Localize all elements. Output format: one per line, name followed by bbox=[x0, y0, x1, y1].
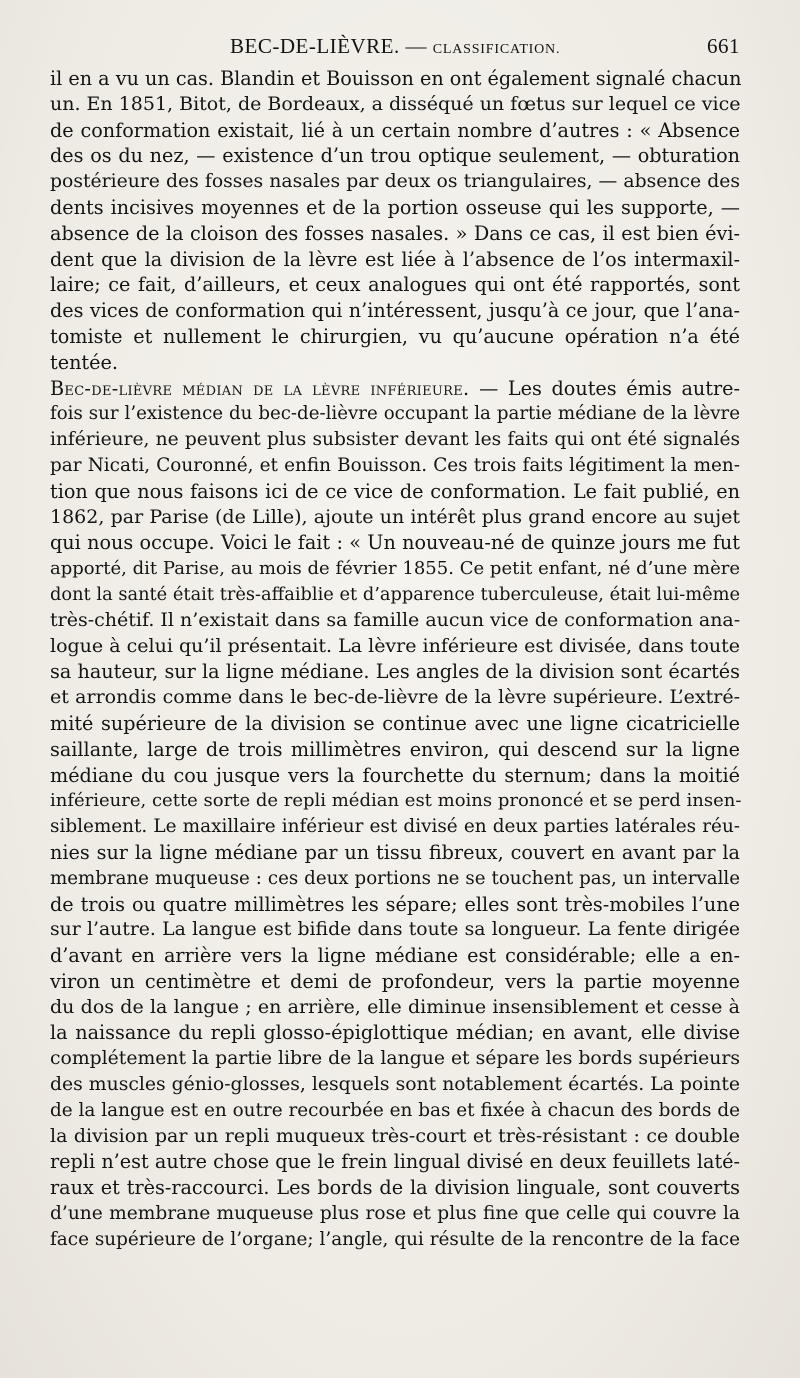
line-text: qui nous occupe. Voici le fait : « Un nouveau-né de quinze jours me fut bbox=[50, 531, 740, 555]
line-text: la division par un repli muqueux très-court et très-résistant : ce double bbox=[50, 1124, 740, 1147]
running-head-title bbox=[230, 34, 560, 59]
text-line bbox=[50, 195, 740, 221]
running-head bbox=[50, 34, 740, 60]
text-line bbox=[50, 221, 740, 247]
line-text: d’une membrane muqueuse plus rose et plus fine que celle qui couvre la bbox=[50, 1203, 740, 1225]
text-line bbox=[50, 247, 740, 273]
line-text: inférieure, cette sorte de repli médian est moins prononcé et se perd insen- bbox=[50, 790, 742, 812]
text-line bbox=[50, 556, 740, 582]
section-heading: Bec-de-lièvre médian de la lèvre inférieure. bbox=[50, 376, 470, 400]
text-line bbox=[50, 505, 740, 531]
text-line bbox=[50, 272, 740, 298]
line-text: saillante, large de trois millimètres environ, qui descend sur la ligne bbox=[50, 737, 740, 761]
line-text: un. En 1851, Bitot, de Bordeaux, a disséqué un fœtus sur lequel ce vice bbox=[50, 92, 741, 115]
line-text: d’avant en arrière vers la ligne médiane est considérable; elle a en- bbox=[50, 944, 740, 968]
text-line bbox=[50, 711, 740, 737]
text-line bbox=[50, 892, 740, 918]
line-text: nies sur la ligne médiane par un tissu fibreux, couvert en avant par la bbox=[50, 840, 740, 864]
line-text: sa hauteur, sur la ligne médiane. Les angles de la division sont écartés bbox=[50, 660, 740, 684]
line-text: mité supérieure de la division se continue avec une ligne cicatricielle bbox=[50, 711, 740, 735]
line-text: viron un centimètre et demi de profondeur, vers la partie moyenne bbox=[50, 969, 740, 993]
running-head-main: BEC-DE-LIÈVRE. — bbox=[230, 34, 433, 58]
line-text: — Les doutes émis autre- bbox=[469, 376, 740, 400]
text-line bbox=[50, 479, 740, 505]
text-line bbox=[50, 969, 740, 995]
text-line bbox=[50, 350, 740, 376]
line-text: fois sur l’existence du bec-de-lièvre occupant la partie médiane de la lèvre bbox=[50, 403, 740, 425]
text-line bbox=[50, 685, 740, 711]
text-line bbox=[50, 582, 740, 608]
line-text: raux et très-raccourci. Les bords de la division linguale, sont couverts bbox=[50, 1176, 740, 1200]
text-line bbox=[50, 169, 740, 195]
line-text: médiane du cou jusque vers la fourchette du sternum; dans la moitié bbox=[50, 763, 740, 787]
line-text: des os du nez, — existence d’un trou optique seulement, — obturation bbox=[50, 144, 740, 168]
text-line bbox=[50, 298, 740, 324]
text-line bbox=[50, 401, 740, 427]
text-line bbox=[50, 840, 740, 866]
line-text: laire; ce fait, d’ailleurs, et ceux analogues qui ont été rapportés, sont bbox=[50, 273, 740, 297]
text-line bbox=[50, 143, 740, 169]
line-text: il en a vu un cas. Blandin et Bouisson en ont également signalé chacun bbox=[50, 67, 742, 90]
text-line bbox=[50, 1072, 740, 1098]
text-line bbox=[50, 1227, 740, 1253]
line-text: par Nicati, Couronné, et enfin Bouisson. Ces trois faits légitiment la men- bbox=[50, 454, 740, 476]
text-line bbox=[50, 737, 740, 763]
line-text: très-chétif. Il n’existait dans sa famille aucun vice de conformation ana- bbox=[50, 608, 741, 631]
line-text: apporté, dit Parise, au mois de février 1855. Ce petit enfant, né d’une mère bbox=[50, 558, 740, 580]
text-line bbox=[50, 943, 740, 969]
line-text: dents incisives moyennes et de la portion osseuse qui les supporte, — bbox=[50, 195, 740, 219]
running-head-section: CLASSIFICATION. bbox=[432, 42, 561, 57]
text-line bbox=[50, 1046, 740, 1072]
text-line bbox=[50, 1020, 740, 1046]
line-text: tion que nous faisons ici de ce vice de conformation. Le fait publié, en bbox=[50, 479, 740, 503]
line-text: du dos de la langue ; en arrière, elle diminue insensiblement et cesse à bbox=[50, 995, 740, 1018]
line-text: de la langue est en outre recourbée en bas et fixée à chacun des bords de bbox=[50, 1099, 740, 1121]
text-line bbox=[50, 453, 740, 479]
line-text: la naissance du repli glosso-épiglottique médian; en avant, elle divise bbox=[50, 1021, 740, 1045]
body-text bbox=[50, 66, 740, 1253]
text-line bbox=[50, 1098, 740, 1124]
text-line bbox=[50, 995, 740, 1021]
line-text: complétement la partie libre de la langue et sépare les bords supérieurs bbox=[50, 1048, 740, 1070]
text-line bbox=[50, 1201, 740, 1227]
text-line bbox=[50, 1149, 740, 1175]
line-text: logue à celui qu’il présentait. La lèvre inférieure est divisée, dans toute bbox=[50, 634, 740, 657]
line-text: absence de la cloison des fosses nasales. » Dans ce cas, il est bien évi- bbox=[50, 221, 740, 245]
line-text: membrane muqueuse : ces deux portions ne se touchent pas, un intervalle bbox=[50, 867, 740, 889]
text-line bbox=[50, 1175, 740, 1201]
line-text: inférieure, ne peuvent plus subsister devant les faits qui ont été signalés bbox=[50, 429, 740, 451]
text-line bbox=[50, 1124, 740, 1150]
text-line bbox=[50, 763, 740, 789]
text-line bbox=[50, 427, 740, 453]
text-line bbox=[50, 788, 740, 814]
text-line bbox=[50, 659, 740, 685]
line-text: face supérieure de l’organe; l’angle, qui résulte de la rencontre de la face bbox=[50, 1228, 740, 1250]
line-text: tentée. bbox=[50, 350, 118, 374]
text-line bbox=[50, 814, 740, 840]
line-text: de trois ou quatre millimètres les sépare; elles sont très-mobiles l’une bbox=[50, 892, 740, 916]
text-line bbox=[50, 92, 740, 118]
text-line bbox=[50, 917, 740, 943]
page-number: 661 bbox=[707, 34, 740, 58]
text-line bbox=[50, 376, 740, 402]
line-text: et arrondis comme dans le bec-de-lièvre de la lèvre supérieure. L’extré- bbox=[50, 686, 740, 709]
line-text: de conformation existait, lié à un certain nombre d’autres : « Absence bbox=[50, 118, 740, 142]
text-line bbox=[50, 866, 740, 892]
line-text: siblement. Le maxillaire inférieur est divisé en deux parties latérales réu- bbox=[50, 816, 740, 838]
line-text: postérieure des fosses nasales par deux os triangulaires, — absence des bbox=[50, 171, 740, 193]
line-text: dont la santé était très-affaiblie et d’apparence tuberculeuse, était lui-même bbox=[50, 583, 740, 605]
line-text: repli n’est autre chose que le frein lingual divisé en deux feuillets laté- bbox=[50, 1150, 740, 1174]
line-text: tomiste et nullement le chirurgien, vu qu’aucune opération n’a été bbox=[50, 324, 740, 348]
text-line bbox=[50, 118, 740, 144]
line-text: 1862, par Parise (de Lille), ajoute un intérêt plus grand encore au sujet bbox=[50, 505, 740, 528]
line-text: sur l’autre. La langue est bifide dans toute sa longueur. La fente dirigée bbox=[50, 919, 740, 941]
text-line bbox=[50, 66, 740, 92]
text-line bbox=[50, 634, 740, 660]
text-line bbox=[50, 324, 740, 350]
line-text: des muscles génio-glosses, lesquels sont notablement écartés. La pointe bbox=[50, 1074, 740, 1096]
line-text: des vices de conformation qui n’intéressent, jusqu’à ce jour, que l’ana- bbox=[50, 299, 740, 323]
line-text: dent que la division de la lèvre est liée à l’absence de l’os intermaxil- bbox=[50, 247, 740, 271]
text-line bbox=[50, 608, 740, 634]
text-line bbox=[50, 530, 740, 556]
